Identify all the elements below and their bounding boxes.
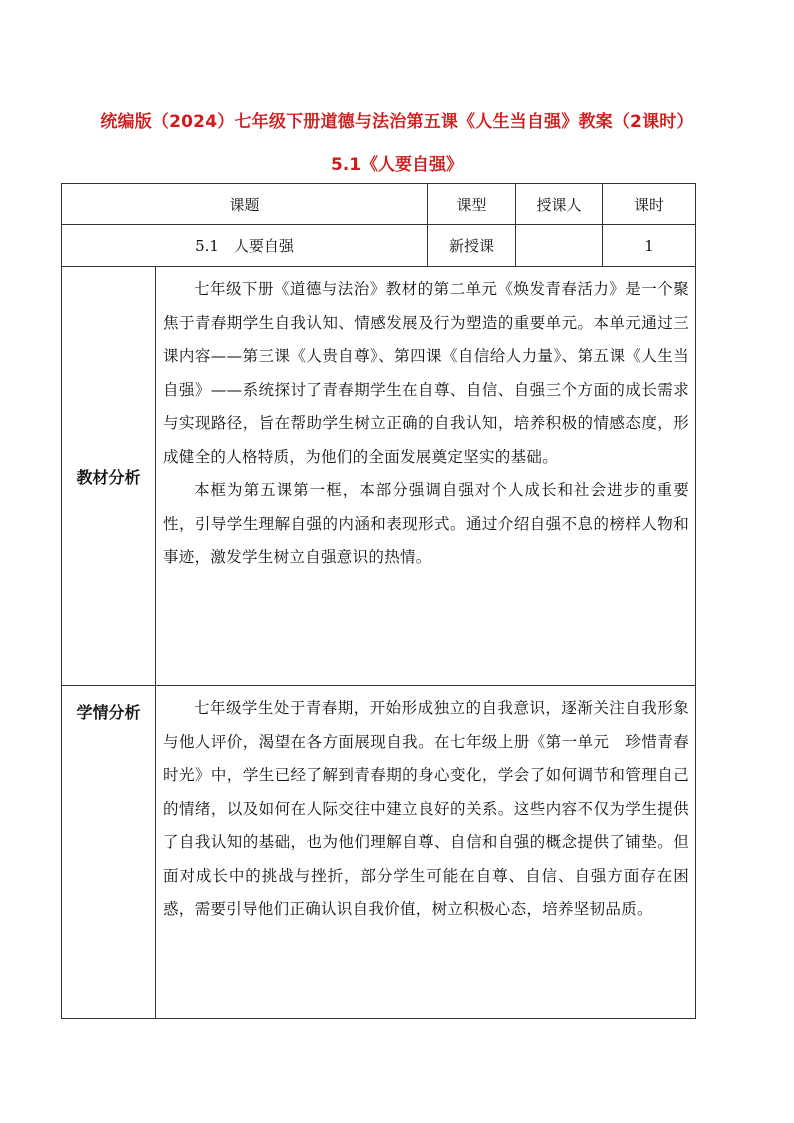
document-title: 统编版（2024）七年级下册道德与法治第五课《人生当自强》教案（2课时） [100,112,694,132]
section-content [156,267,696,686]
paragraph: 七年级下册《道德与法治》教材的第二单元《焕发青春活力》是一个聚焦于青春期学生自我认知、情感发展及行为塑造的重要单元。本单元通过三课内容——第三课《人贵自尊》、第四课《自信给人力量》、第五课《人生当自强》——系统探讨了青春期学生在自尊、自信、自强三个方面的成长需求与实现路径，旨在帮助学生树立正确的自我认知，培养积极的情感态度，形成健全的人格特质，为他们的全面发展奠定坚实的基础。 [163,280,690,466]
document-subtitle: 5.1《人要自强》 [330,155,464,175]
section-label: 教材分析 [62,267,156,686]
header-type: 课型 [428,184,516,225]
cell-type: 新授课 [428,225,516,267]
cell-topic: 5.1 人要自强 [62,225,428,267]
cell-hours: 1 [603,225,696,267]
section-content [156,686,696,1019]
header-hours: 课时 [603,184,696,225]
section-row-textbook-analysis [62,267,696,686]
table-header-row [62,184,696,225]
header-teacher: 授课人 [516,184,603,225]
section-label: 学情分析 [62,686,156,1019]
paragraph: 本框为第五课第一框，本部分强调自强对个人成长和社会进步的重要性，引导学生理解自强的内涵和表现形式。通过介绍自强不息的榜样人物和事迹，激发学生树立自强意识的热情。 [163,481,690,566]
table-row [62,225,696,267]
section-row-student-analysis [62,686,696,1019]
lesson-plan-table [61,183,696,1019]
cell-teacher [516,225,603,267]
paragraph: 七年级学生处于青春期，开始形成独立的自我意识，逐渐关注自我形象与他人评价，渴望在各方面展现自我。在七年级上册《第一单元 珍惜青春时光》中，学生已经了解到青春期的身心变化，学会了如何调节和管理自己的情绪，以及如何在人际交往中建立良好的关系。这些内容不仅为学生提供了自我认知的基础，也为他们理解自尊、自信和自强的概念提供了铺垫。但面对成长中的挑战与挫折，部分学生可能在自尊、自信、自强方面存在困惑，需要引导他们正确认识自我价值，树立积极心态，培养坚韧品质。 [163,699,690,918]
header-topic: 课题 [62,184,428,225]
